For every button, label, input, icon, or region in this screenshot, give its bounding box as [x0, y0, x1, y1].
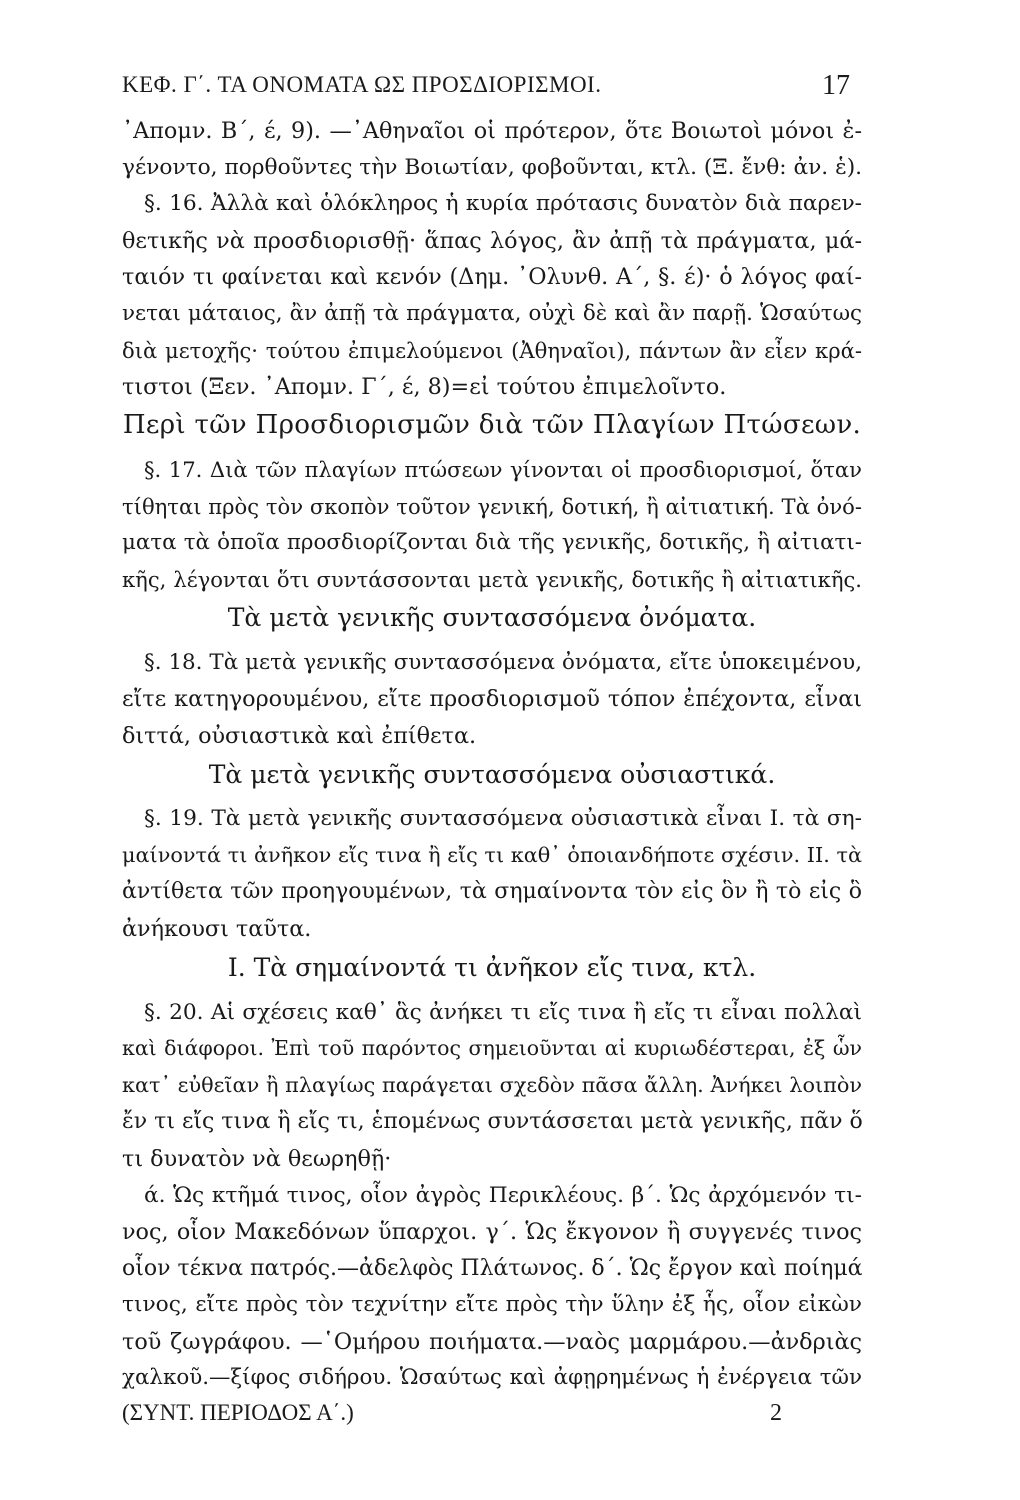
text-line: τίθηται πρὸς τὸν σκοπὸν τοῦτον γενική, δοτική, ἢ αἰτιατική. Τὰ ὀνό- — [122, 494, 862, 519]
text-line: ἔν τι εἴς τινα ἢ εἴς τι, ἑπομένως συντάσσεται μετὰ γενικῆς, πᾶν ὅ — [122, 1109, 863, 1134]
text-line: τινος, εἴτε πρὸς τὸν τεχνίτην εἴτε πρὸς τὴν ὕλην ἐξ ἧς, οἷον εἰκὼν — [122, 1292, 862, 1317]
text-line: ματα τὰ ὁποῖα προσδιορίζονται διὰ τῆς γενικῆς, δοτικῆς, ἢ αἰτιατι- — [122, 530, 862, 555]
text-line: εἴτε κατηγορουμένου, εἴτε προσδιορισμοῦ τόπον ἐπέχοντα, εἶναι — [122, 686, 862, 712]
section-20-line: §. 20. Αἱ σχέσεις καθ᾿ ἃς ἀνήκει τι εἴς τινα ἢ εἴς τι εἶναι πολλαὶ — [144, 1000, 862, 1025]
running-header — [122, 72, 850, 106]
text-line: τι δυνατὸν νὰ θεωρηθῇ· — [122, 1146, 392, 1172]
subsection-heading: Τὰ μετὰ γενικῆς συντασσόμενα οὐσιαστικά. — [208, 760, 776, 789]
text-line: οἷον τέκνα πατρός.—ἀδελφὸς Πλάτωνος. δ΄. Ὡς ἔργον καὶ ποίημά — [122, 1256, 863, 1281]
section-19-line: §. 19. Τὰ μετὰ γενικῆς συντασσόμενα οὐσιαστικὰ εἶναι Ι. τὰ ση- — [144, 806, 862, 831]
text-line: ᾿Απομν. Β΄, έ, 9). —᾿Αθηναῖοι οἱ πρότερον, ὅτε Βοιωτοὶ μόνοι ἐ- — [122, 118, 862, 144]
text-line: θετικῆς νὰ προσδιορισθῇ· ἅπας λόγος, ἂν ἀπῇ τὰ πράγματα, μά- — [122, 228, 862, 254]
text-line: καὶ διάφοροι. Ἐπὶ τοῦ παρόντος σημειοῦνται αἱ κυριωδέστεραι, ἐξ ὧν — [122, 1036, 862, 1060]
text-line: ἀνήκουσι ταῦτα. — [122, 916, 312, 942]
text-line: κῆς, λέγονται ὅτι συντάσσονται μετὰ γενικῆς, δοτικῆς ἢ αἰτιατικῆς. — [122, 567, 862, 592]
header-title: ΚΕΦ. Γ΄. ΤΑ ΟΝΟΜΑΤΑ ΩΣ ΠΡΟΣΔΙΟΡΙΣΜΟΙ. — [122, 72, 602, 97]
section-18-line: §. 18. Τὰ μετὰ γενικῆς συντασσόμενα ὀνόματα, εἴτε ὑποκειμένου, — [144, 650, 862, 675]
text-line: τιστοι (Ξεν. ᾿Απομν. Γ΄, έ, 8)=εἰ τούτου ἐπιμελοῖντο. — [122, 374, 727, 400]
text-line: νεται μάταιος, ἂν ἀπῇ τὰ πράγματα, οὐχὶ δὲ καὶ ἂν παρῇ. Ὡσαύτως — [122, 301, 862, 326]
footer-signature: (ΣΥΝΤ. ΠΕΡΙΟΔΟΣ Α΄.) — [122, 1400, 354, 1425]
subsection-heading: Ι. Τὰ σημαίνοντά τι ἀνῆκον εἴς τινα, κτλ. — [227, 953, 757, 982]
text-line: κατ᾿ εὐθεῖαν ἢ πλαγίως παράγεται σχεδὸν πᾶσα ἄλλη. Ἀνήκει λοιπὸν — [122, 1073, 862, 1097]
page-footer — [122, 1400, 782, 1436]
text-line: ά. Ὡς κτῆμά τινος, οἷον ἀγρὸς Περικλέους. β΄. Ὡς ἀρχόμενόν τι- — [144, 1183, 862, 1208]
text-line: διττά, οὐσιαστικὰ καὶ ἐπίθετα. — [122, 723, 477, 749]
section-heading: Περὶ τῶν Προσδιορισμῶν διὰ τῶν Πλαγίων Πτώσεων. — [122, 410, 862, 440]
section-16-line: §. 16. Ἀλλὰ καὶ ὁλόκληρος ἡ κυρία πρότασις δυνατὸν διὰ παρεν- — [144, 191, 862, 216]
text-line: τοῦ ζωγράφου. —῾Ομήρου ποιήματα.—ναὸς μαρμάρου.—ἀνδριὰς — [122, 1329, 862, 1355]
section-17-line: §. 17. Διὰ τῶν πλαγίων πτώσεων γίνονται οἱ προσδιορισμοί, ὅταν — [144, 457, 862, 482]
text-line: μαίνοντά τι ἀνῆκον εἴς τινα ἢ εἴς τι καθ᾿ ὁποιανδήποτε σχέσιν. ΙΙ. τὰ — [122, 843, 862, 867]
text-line: νος, οἷον Μακεδόνων ὕπαρχοι. γ΄. Ὡς ἔκγονον ἢ συγγενές τινος — [122, 1219, 862, 1245]
text-line: χαλκοῦ.—ξίφος σιδήρου. Ὡσαύτως καὶ ἀφῃρημένως ἡ ἐνέργεια τῶν — [122, 1365, 862, 1390]
text-line: ταιόν τι φαίνεται καὶ κενόν (Δημ. ᾿Ολυνθ. Α΄, §. έ)· ὁ λόγος φαί- — [122, 264, 862, 290]
subsection-heading: Τὰ μετὰ γενικῆς συντασσόμενα ὀνόματα. — [227, 603, 757, 632]
text-line: ἀντίθετα τῶν προηγουμένων, τὰ σημαίνοντα τὸν εἰς ὃν ἢ τὸ εἰς ὃ — [122, 879, 862, 904]
signature-number: 2 — [770, 1400, 782, 1426]
text-line: διὰ μετοχῆς· τούτου ἐπιμελούμενοι (Ἀθηναῖοι), πάντων ἂν εἶεν κρά- — [122, 338, 862, 363]
page-number: 17 — [822, 70, 850, 101]
text-line: γένοντο, πορθοῦντες τὴν Βοιωτίαν, φοβοῦνται, κτλ. (Ξ. ἔνθ: ἀν. ἑ). — [122, 155, 863, 180]
